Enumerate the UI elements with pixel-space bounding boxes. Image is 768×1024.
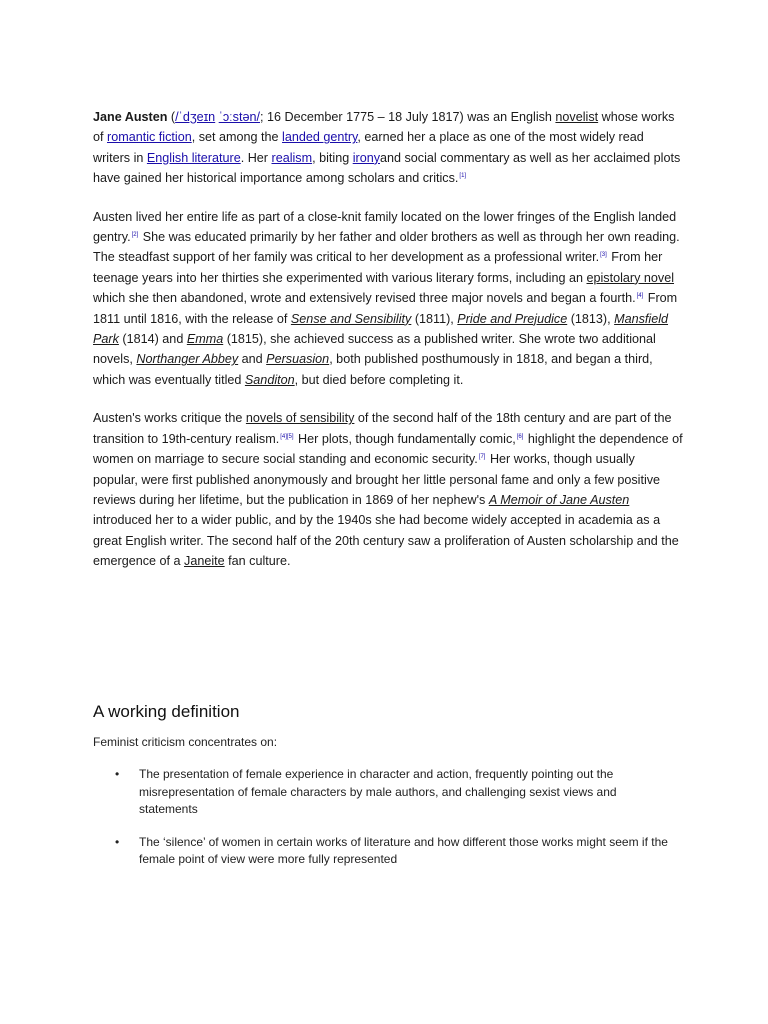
- text: Austen lived her entire life as part of a close-knit family located on the lower fringes of the English landed gentry.: [93, 209, 677, 245]
- subject-name: Jane Austen: [93, 110, 168, 124]
- text: (1814) and: [118, 332, 187, 347]
- ipa-link-last[interactable]: ˈɔːstən/: [218, 110, 260, 124]
- text: Her works, though usually popular, were first published anonymously and brought her little personal fame and only a few positive reviews during her lifetime, but the publication in 1869 of her nephew's: [93, 452, 661, 507]
- list-item-text: The presentation of female experience in character and action, frequently pointing out the misrepresentation of female characters by male authors, and challenging sexist views and statements: [139, 767, 617, 816]
- text: Her plots, though fundamentally comic,: [294, 431, 516, 446]
- citation-ref[interactable]: [4][5]: [280, 433, 294, 440]
- text: highlight the dependence of women on marriage to secure social standing and economic security.: [93, 431, 683, 467]
- list-item-text: The ‘silence’ of women in certain works of literature and how different those works might seem if the female point of view were more fully represented: [139, 834, 668, 866]
- link-northanger-abbey[interactable]: Northanger Abbey: [136, 352, 239, 367]
- text: which she then abandoned, wrote and extensively revised three major novels and began a fourth.: [93, 291, 636, 306]
- list-item: [93, 834, 673, 869]
- text: of the second half of the 18th century and are part of the transition to 19th-century realism.: [93, 411, 672, 446]
- text: whose works of: [93, 110, 675, 145]
- section-intro: Feminist criticism concentrates on:: [93, 735, 278, 749]
- text: , but died before completing it.: [294, 372, 464, 387]
- bullet-list: [93, 766, 673, 869]
- link-emma[interactable]: Emma: [186, 332, 224, 347]
- link-sanditon[interactable]: Sanditon: [244, 372, 295, 387]
- paragraph-intro: [93, 107, 683, 189]
- paragraph-works: [93, 408, 683, 571]
- text: and: [238, 352, 267, 367]
- text: , set among the: [191, 130, 283, 145]
- text: introduced her to a wider public, and by the 1940s she had become widely accepted in academia as a great English writer. The second half of the 20th century saw a proliferation of Austen scholarship and the emergence of a: [93, 513, 679, 569]
- citation-ref[interactable]: [6]: [516, 433, 524, 440]
- citation-ref[interactable]: [2]: [131, 232, 139, 239]
- link-landed-gentry[interactable]: landed gentry: [282, 130, 358, 145]
- text: From her teenage years into her thirties she experimented with various literary forms, including an: [93, 250, 663, 285]
- text: , both published posthumously in 1818, and began a third, which was eventually titled: [93, 352, 653, 387]
- text: ; 16 December 1775 – 18 July 1817) was an English: [259, 110, 556, 124]
- article-body: [93, 107, 683, 572]
- citation-ref[interactable]: [7]: [478, 454, 486, 461]
- text: (1813),: [567, 311, 615, 326]
- link-romantic-fiction[interactable]: romantic fiction: [107, 130, 192, 145]
- ipa-link-first[interactable]: /ˈdʒeɪn: [175, 110, 216, 124]
- text: From 1811 until 1816, with the release of: [93, 291, 678, 326]
- link-realism[interactable]: realism: [271, 150, 313, 165]
- text: and social commentary as well as her acclaimed plots have gained her historical importance among scholars and critics.: [93, 150, 681, 186]
- link-epistolary-novel[interactable]: epistolary novel: [586, 270, 675, 285]
- text: , earned her a place as one of the most widely read writers in: [93, 130, 644, 165]
- list-item: [93, 766, 673, 819]
- text: fan culture.: [224, 554, 291, 569]
- link-janeite[interactable]: Janeite: [184, 554, 225, 569]
- text: She was educated primarily by her father and older brothers as well as through her own reading. The steadfast support of her family was critical to her development as a professional writer.: [93, 230, 680, 265]
- bullet-icon: •: [115, 834, 120, 849]
- link-english-literature[interactable]: English literature: [146, 150, 241, 165]
- link-mansfield-park[interactable]: Mansfield Park: [93, 311, 669, 347]
- link-irony[interactable]: irony: [352, 150, 380, 165]
- paragraph-life: [93, 207, 683, 391]
- section-heading: A working definition: [93, 702, 240, 721]
- text: (1811),: [411, 311, 458, 326]
- link-sense-and-sensibility[interactable]: Sense and Sensibility: [290, 311, 412, 326]
- link-novels-of-sensibility[interactable]: novels of sensibility: [245, 411, 355, 426]
- link-novelist[interactable]: novelist: [555, 110, 599, 124]
- text: Austen's works critique the: [93, 411, 246, 426]
- text: (: [167, 110, 176, 124]
- citation-ref[interactable]: [1]: [459, 173, 467, 180]
- text: (1815), she achieved success as a published writer. She wrote two additional novels,: [93, 332, 656, 367]
- text: , biting: [312, 150, 353, 165]
- bullet-icon: •: [115, 767, 120, 781]
- link-memoir[interactable]: A Memoir of Jane Austen: [488, 492, 630, 507]
- text: . Her: [240, 150, 272, 165]
- citation-ref[interactable]: [4]: [636, 293, 644, 300]
- link-persuasion[interactable]: Persuasion: [266, 352, 330, 367]
- citation-ref[interactable]: [3]: [600, 252, 607, 259]
- link-pride-and-prejudice[interactable]: Pride and Prejudice: [457, 311, 568, 326]
